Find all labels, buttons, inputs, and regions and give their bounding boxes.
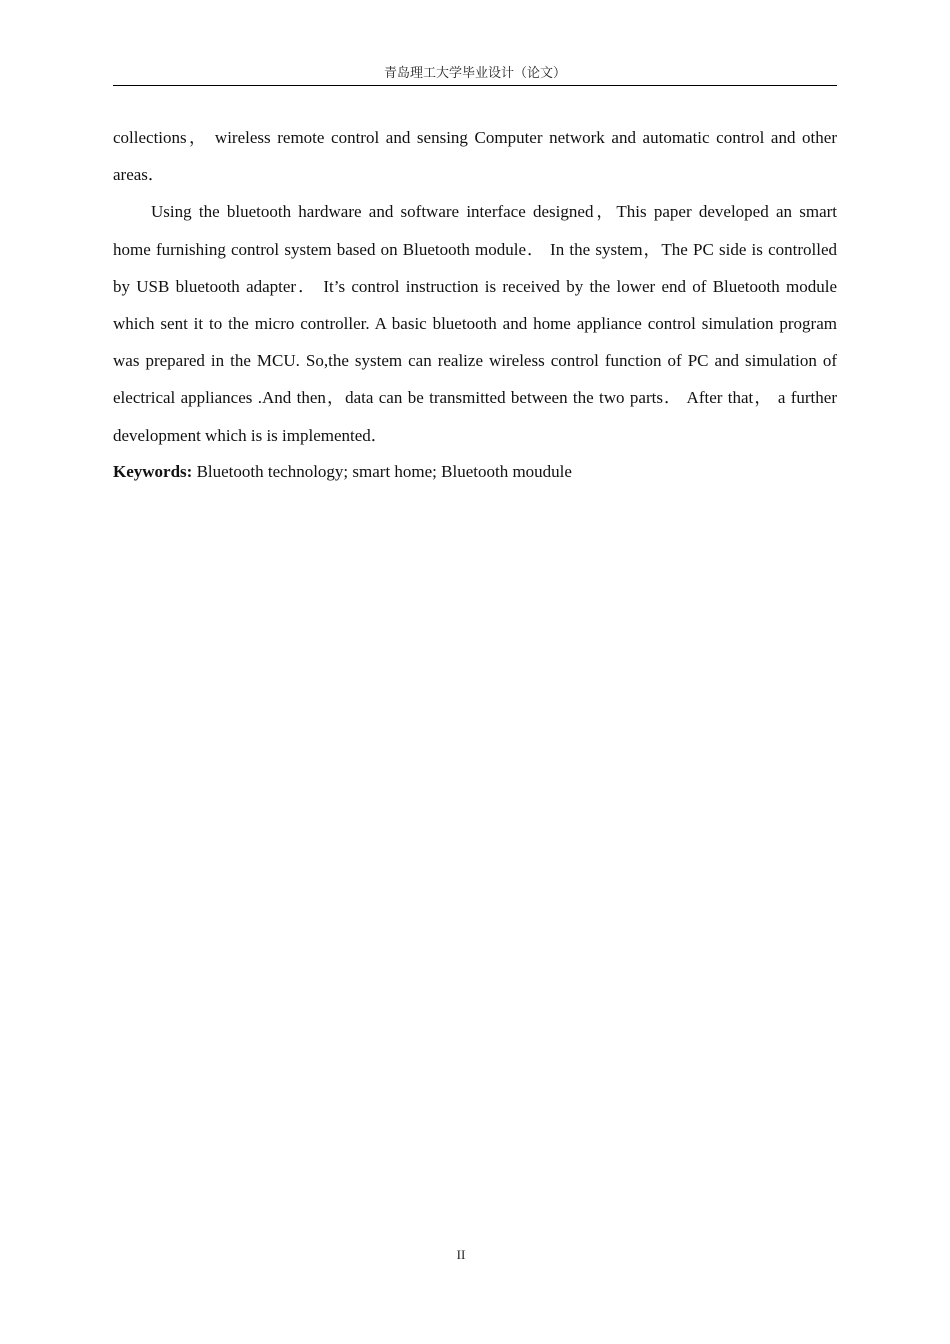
- page-header: [113, 64, 837, 86]
- keywords-label: Keywords:: [113, 461, 193, 481]
- keywords-value: Bluetooth technology; smart home; Bluetooth moudule: [196, 461, 572, 481]
- keywords-line: [113, 454, 837, 489]
- header-title: 青岛理工大学毕业设计（论文）: [383, 65, 566, 80]
- abstract-body: [113, 119, 837, 489]
- abstract-paragraph-2: Using the bluetooth hardware and software interface designed，This paper developed an smart home furnishing control system based on Bluetooth module． In the system，The PC side is controlled by USB bluetooth adapter． It’s control instruction is received by the lower end of Bluetooth module which sent it to the micro controller. A basic bluetooth and home appliance control simulation program was prepared in the MCU. So,the system can realize wireless control function of PC and simulation of electrical appliances .And then，data can be transmitted between the two parts． After that， a further development which is is implemented．: [113, 202, 837, 445]
- page-number: II: [456, 1247, 466, 1262]
- abstract-paragraph-1: collections， wireless remote control and sensing Computer network and automatic control and other areas．: [113, 128, 837, 185]
